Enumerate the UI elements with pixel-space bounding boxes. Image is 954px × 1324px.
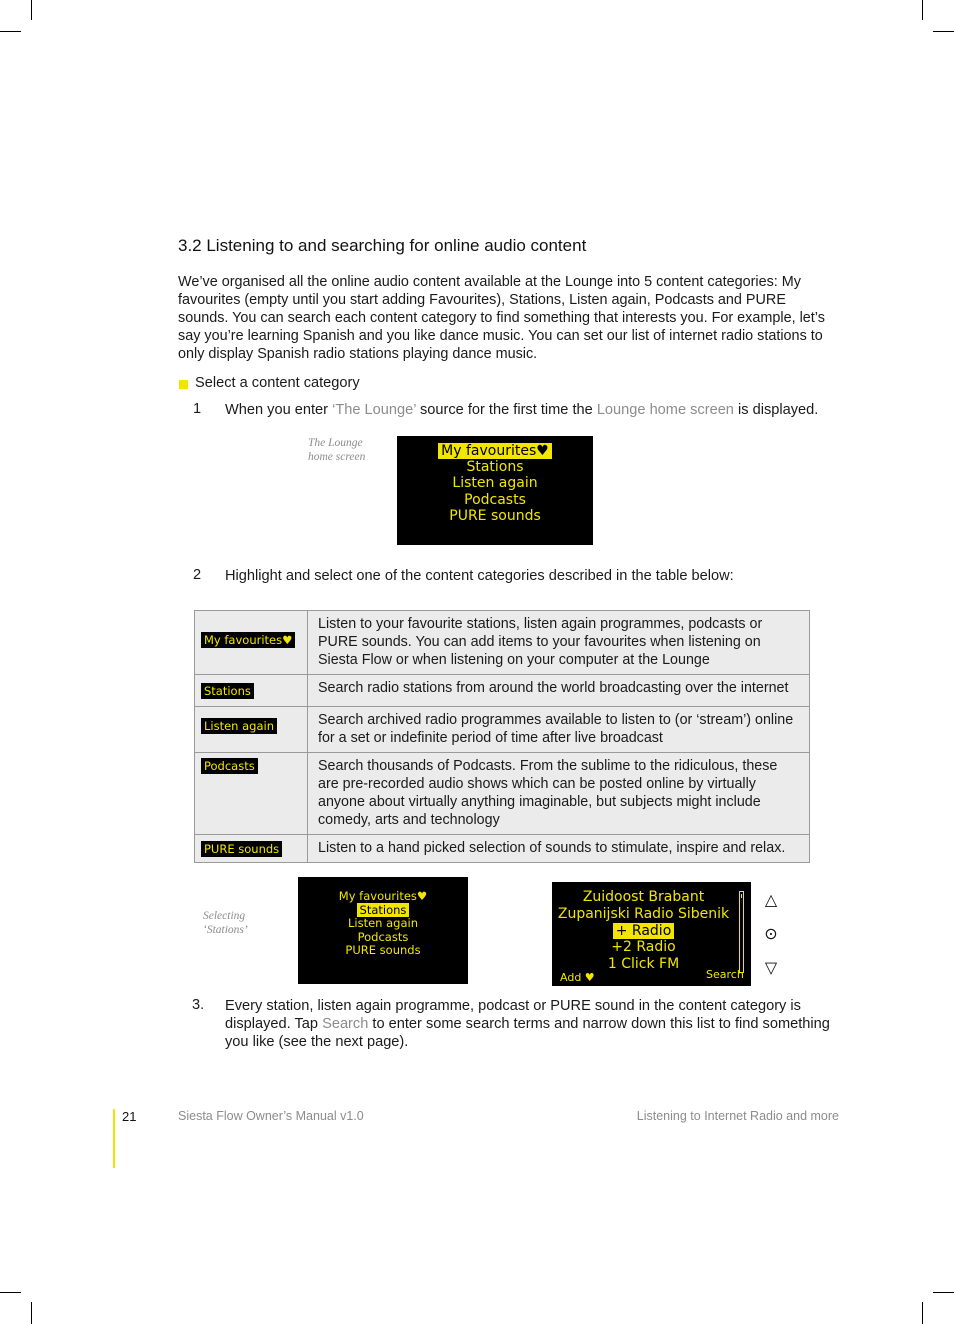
crop-mark bbox=[0, 31, 21, 32]
crop-mark bbox=[31, 1302, 32, 1324]
intro-paragraph: We’ve organised all the online audio content available at the Lounge into 5 content categories: My favourites (empty until you start adding Favourites), Stations, Listen again, Podcasts and PURE sounds. You can search each content category to find something that interests you. For example, let’s say you’re learning Spanish and you like dance music. You can set our list of internet radio stations to only display Spanish radio stations playing dance music. bbox=[178, 274, 825, 362]
bullet-square bbox=[179, 380, 188, 389]
screen-menu-item[interactable]: PURE sounds bbox=[345, 943, 421, 958]
table-cell-desc: Search thousands of Podcasts. From the sublime to the ridiculous, these are pre-recorded audio shows which can be posted online by virtually anyone about virtually anything imaginable, but subjects might include comedy, arts and technology bbox=[308, 753, 810, 835]
crop-mark bbox=[31, 0, 32, 20]
step-text: Highlight and select one of the content categories described in the table below: bbox=[225, 568, 734, 584]
category-tag: Stations bbox=[201, 683, 254, 699]
table-row bbox=[195, 611, 810, 675]
selecting-stations-screen bbox=[298, 877, 468, 984]
station-list-item[interactable]: +2 Radio bbox=[611, 939, 676, 956]
search-button[interactable]: Search bbox=[706, 968, 744, 981]
table-cell-label bbox=[195, 707, 308, 753]
section-heading: 3.2 Listening to and searching for online audio content bbox=[178, 236, 587, 255]
caption-line: ‘Stations’ bbox=[203, 924, 248, 936]
step-text bbox=[225, 997, 837, 1051]
screen-menu-item[interactable]: Listen again bbox=[348, 916, 418, 931]
select-button-icon[interactable]: ⊙ bbox=[764, 924, 778, 943]
screen-menu-item[interactable]: Listen again bbox=[452, 475, 538, 492]
screen-menu-item[interactable] bbox=[397, 443, 593, 459]
table-cell-desc: Search radio stations from around the world broadcasting over the internet bbox=[308, 675, 810, 707]
station-list-item[interactable] bbox=[552, 923, 735, 940]
page-number: 21 bbox=[122, 1109, 137, 1124]
step-text-part: Every station, listen again programme, podcast or PURE sound in the content category is displayed. Tap bbox=[225, 998, 801, 1032]
crop-mark bbox=[933, 31, 954, 32]
home-screen-ref: Lounge home screen bbox=[596, 402, 734, 418]
category-tag: PURE sounds bbox=[201, 841, 282, 857]
table-row bbox=[195, 707, 810, 753]
figure-caption bbox=[308, 436, 365, 464]
content-category-table bbox=[194, 610, 810, 863]
step-text-part: to enter some search terms and narrow down this list to find something you like (see the next page). bbox=[225, 1016, 830, 1050]
footer-chapter-title: Listening to Internet Radio and more bbox=[636, 1109, 839, 1123]
step-text-part: is displayed. bbox=[733, 402, 819, 418]
add-favourite-button[interactable]: Add ♥ bbox=[560, 971, 595, 984]
table-row bbox=[195, 753, 810, 835]
table-cell-label bbox=[195, 611, 308, 675]
table-cell-label bbox=[195, 753, 308, 835]
search-ref: Search bbox=[322, 1016, 369, 1032]
up-arrow-icon[interactable]: △ bbox=[764, 890, 778, 909]
screen-menu-item[interactable]: Podcasts bbox=[357, 929, 409, 944]
step-text-part: source for the first time the bbox=[415, 402, 597, 418]
down-arrow-icon[interactable]: ▽ bbox=[764, 958, 778, 977]
menu-item-label: Stations bbox=[357, 903, 410, 917]
step-number: 2 bbox=[193, 567, 202, 583]
table-cell-desc: Search archived radio programmes available to listen to (or ‘stream’) online for a set or indefinite period of time after live broadcast bbox=[308, 707, 810, 753]
category-tag: My favourites♥ bbox=[201, 632, 295, 648]
category-tag: Podcasts bbox=[201, 758, 258, 774]
step-text-part: When you enter bbox=[225, 402, 333, 418]
screen-menu-item[interactable]: Podcasts bbox=[464, 491, 526, 508]
station-list-item[interactable]: 1 Click FM bbox=[607, 956, 680, 973]
scrollbar-track[interactable] bbox=[739, 891, 744, 973]
footer-accent-bar bbox=[113, 1109, 115, 1168]
table-cell-label bbox=[195, 675, 308, 707]
station-item-label: + Radio bbox=[613, 923, 675, 939]
screen-menu-item[interactable]: My favourites♥ bbox=[338, 889, 428, 903]
screen-menu-item[interactable]: Stations bbox=[466, 459, 524, 476]
screen-menu-item[interactable]: PURE sounds bbox=[449, 507, 541, 524]
station-list-item[interactable]: Zuidoost Brabant bbox=[582, 889, 705, 905]
scrollbar-thumb[interactable] bbox=[741, 894, 742, 898]
footer-manual-title: Siesta Flow Owner’s Manual v1.0 bbox=[178, 1109, 364, 1123]
caption-line: home screen bbox=[308, 451, 366, 463]
category-tag: Listen again bbox=[201, 718, 277, 734]
table-row bbox=[195, 675, 810, 707]
table-cell-desc: Listen to your favourite stations, listen again programmes, podcasts or PURE sounds. You can add items to your favourites when listening on Siesta Flow or when listening on your computer at the Lounge bbox=[308, 611, 810, 675]
caption-line: The Lounge bbox=[308, 437, 363, 449]
crop-mark bbox=[0, 1292, 21, 1293]
station-list-item[interactable]: Zupanijski Radio Sibenik bbox=[557, 905, 730, 922]
crop-mark bbox=[933, 1292, 954, 1293]
table-row bbox=[195, 835, 810, 863]
lounge-source-ref: ‘The Lounge’ bbox=[332, 402, 416, 418]
crop-mark bbox=[922, 0, 923, 20]
crop-mark bbox=[922, 1302, 923, 1324]
table-cell-desc: Listen to a hand picked selection of sounds to stimulate, inspire and relax. bbox=[308, 835, 810, 863]
step-text bbox=[225, 401, 818, 419]
screen-menu-item[interactable] bbox=[298, 904, 468, 918]
step-number: 1 bbox=[193, 401, 202, 417]
step-number: 3. bbox=[192, 997, 205, 1013]
table-cell-label bbox=[195, 835, 308, 863]
lounge-home-screen bbox=[397, 436, 593, 545]
bullet-heading: Select a content category bbox=[195, 375, 360, 391]
caption-line: Selecting bbox=[203, 910, 246, 922]
station-list-screen bbox=[552, 882, 751, 986]
figure-caption bbox=[203, 909, 248, 937]
menu-item-label: My favourites♥ bbox=[438, 443, 552, 459]
